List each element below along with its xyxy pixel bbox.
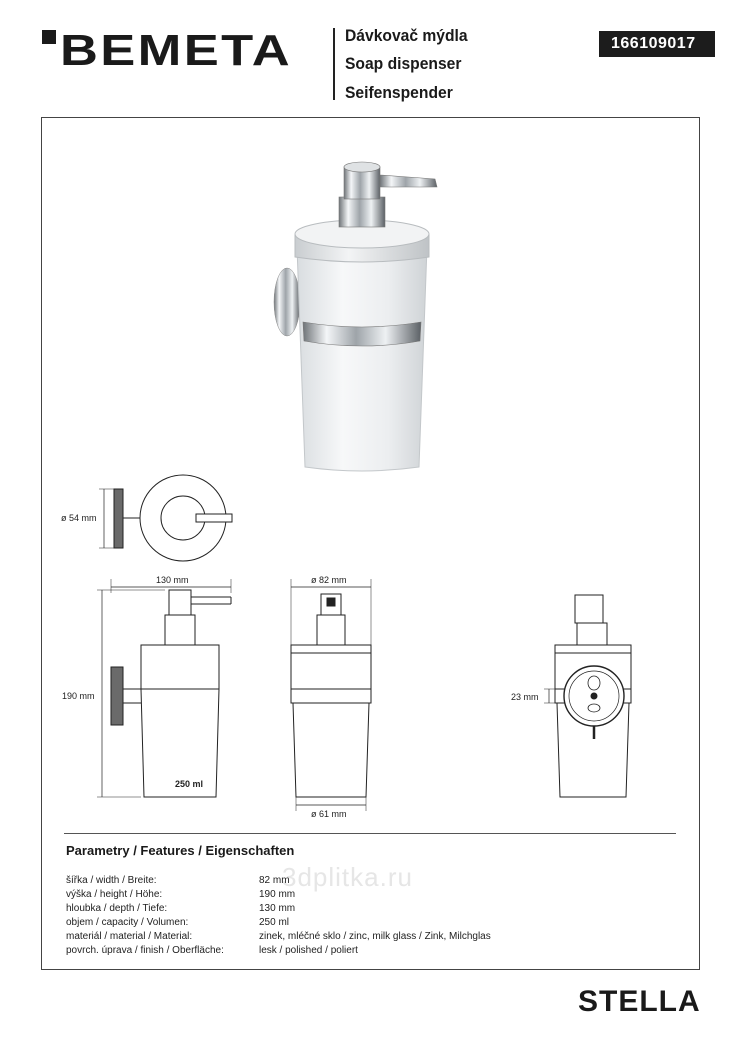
spec-value: 190 mm [259,889,296,900]
product-code-badge: 166109017 [599,31,715,57]
title-german: Seifenspender [345,83,453,102]
pump-collar [339,197,385,227]
header-divider [333,28,335,100]
spec-label: objem / capacity / Volumen: [66,917,189,928]
capacity-label: 250 ml [175,779,204,789]
spec-row-depth [66,903,666,917]
product-photo [274,162,437,471]
features-heading: Parametry / Features / Eigenschaften [66,843,295,858]
spec-value: zinek, mléčné sklo / zinc, milk glass / Zink, Milchglas [259,931,491,942]
front-view [291,579,371,811]
spec-label: povrch. úprava / finish / Oberfläche: [66,945,224,956]
spec-label: materiál / material / Material: [66,931,193,942]
wall-plate-side [111,667,123,725]
spec-label: šířka / width / Breite: [66,875,157,886]
spec-value: 82 mm [259,875,290,886]
spec-row-finish [66,945,666,959]
dimension-bottom-diameter: ø 61 mm [311,809,347,819]
features-divider [64,833,676,834]
dimension-base-diameter: ø 54 mm [61,513,97,523]
dimension-top-diameter: ø 82 mm [311,575,347,585]
title-czech: Dávkovač mýdla [345,26,468,45]
series-name: STELLA [578,985,701,1018]
back-view [544,595,631,797]
technical-drawing [41,117,700,827]
bemeta-logo [40,24,296,72]
spec-value: 250 ml [259,917,290,928]
title-english: Soap dispenser [345,54,462,73]
spec-row-material [66,931,666,945]
dimension-height: 190 mm [62,691,95,701]
dimension-width: 130 mm [156,575,189,585]
spec-row-height [66,889,666,903]
spec-row-capacity [66,917,666,931]
side-view [97,579,231,797]
spec-row-width [66,875,666,889]
spec-value: lesk / polished / poliert [259,945,358,956]
pump-spout [380,175,437,187]
spec-value: 130 mm [259,903,296,914]
wall-rosette [274,268,300,336]
wall-plate-top [114,489,123,548]
spec-label: hloubka / depth / Tiefe: [66,903,168,914]
logo-text: BEMETA [60,26,292,72]
top-view [99,475,232,561]
spec-label: výška / height / Höhe: [66,889,163,900]
glass-container [297,247,427,471]
watermark: 3dplitka.ru [282,862,413,892]
dimension-mount: 23 mm [511,692,539,702]
